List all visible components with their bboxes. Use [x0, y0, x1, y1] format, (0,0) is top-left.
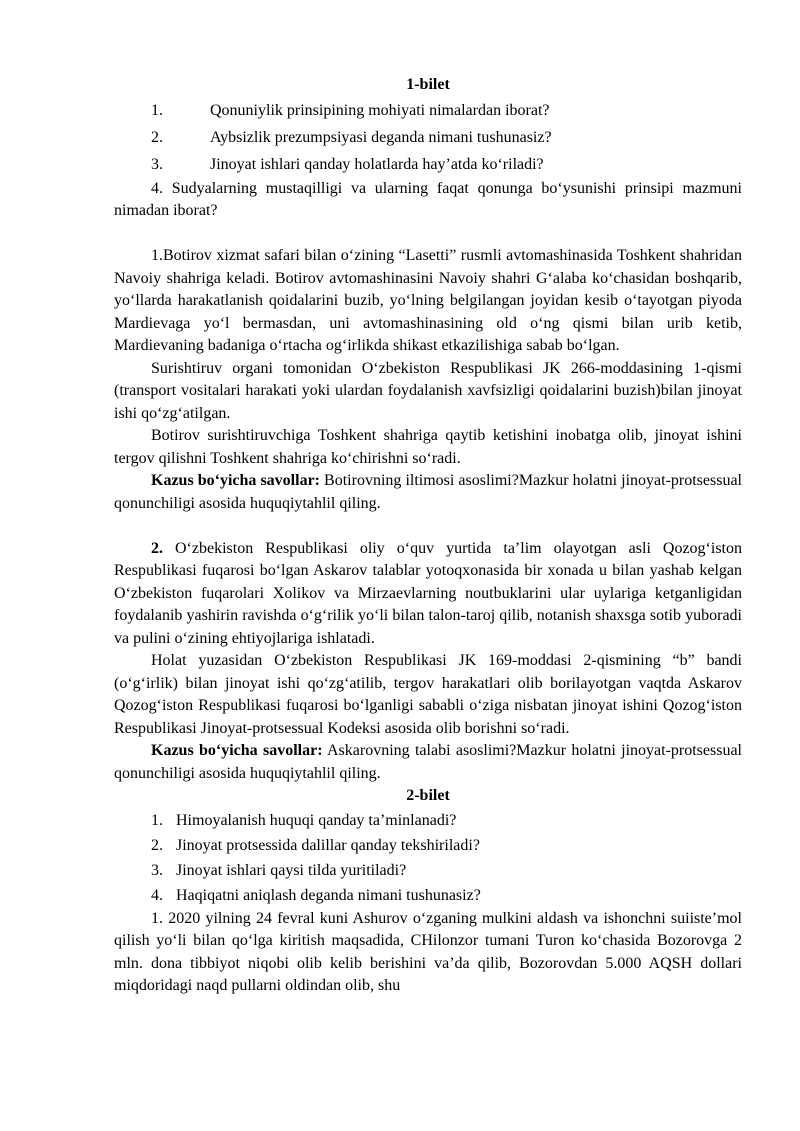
question-text: Haqiqatni aniqlash deganda nimani tushunasiz?	[176, 886, 481, 904]
ticket2-question	[114, 858, 742, 883]
blank-line	[114, 515, 742, 538]
ticket2-question	[114, 833, 742, 858]
question-number: 3.	[151, 861, 163, 879]
question-text: Qonuniylik prinsipining mohiyati nimalardan iborat?	[210, 101, 550, 119]
case-questions-text: Botirovning iltimosi asoslimi?Mazkur holatni jinoyat-protsessual qonunchiligi asosida huquqiytahlil qiling.	[114, 472, 743, 512]
case-questions-label: Kazus bo‘yicha savollar:	[151, 742, 323, 759]
ticket1-title: 1-bilet	[406, 76, 450, 93]
question-number: 3.	[151, 155, 163, 173]
ticket1-question	[114, 97, 742, 124]
case1-paragraph-1: 1.Botirov xizmat safari bilan o‘zining “Lasetti” rusmli avtomashinasida Toshkent shahridan Navoiy shahriga keladi. Botirov avtomashinasini Navoiy shahri G‘alaba ko‘chasidan boshqarib, yo‘llarda harakatlanish qoidalarini buzib, yo‘lning belgilangan joyidan kesib o‘tayotgan piyoda Mardievaga yo‘l bermasdan, uni avtomashinasining old o‘ng qismi bilan urib ketib, Mardievaning badaniga o‘rtacha og‘irlikda shikast etkazilishiga sabab bo‘lgan.	[114, 247, 742, 354]
question-text: Jinoyat protsessida dalillar qanday tekshiriladi?	[176, 836, 480, 854]
question-text: Jinoyat ishlari qanday holatlarda hay’atda ko‘riladi?	[210, 155, 544, 173]
question-number: 2.	[151, 128, 163, 146]
case1-questions	[114, 470, 742, 515]
question-number: 4.	[151, 886, 163, 904]
question-number: 1.	[151, 101, 163, 119]
case2-number: 2.	[151, 539, 163, 557]
ticket1-question-list	[114, 97, 742, 178]
question-text: Jinoyat ishlari qaysi tilda yuritiladi?	[176, 861, 407, 879]
case1-paragraph-3: Botirov surishtiruvchiga Toshkent shahriga qaytib ketishini inobatga olib, jinoyat ishini tergov qilishni Toshkent shahriga ko‘chirishni so‘radi.	[114, 427, 742, 467]
blank-line	[114, 223, 742, 246]
case-questions-text: Askarovning talabi asoslimi?Mazkur holatni jinoyat-protsessual qonunchiligi asosida huquqiytahlil qiling.	[114, 742, 742, 782]
case-questions-label: Kazus bo‘yicha savollar:	[151, 472, 320, 489]
question-text: Himoyalanish huquqi qanday ta’minlanadi?	[176, 811, 457, 829]
case1-paragraph-2: Surishtiruv organi tomonidan O‘zbekiston Respublikasi JK 266-moddasining 1-qismi (transport vositalari harakati yoki ulardan foydalanish xavfsizligi qoidalarini buzish)bilan jinoyat ishi qo‘zg‘atilgan.	[114, 359, 742, 422]
ticket2-case1-paragraph-1: 1. 2020 yilning 24 fevral kuni Ashurov o‘zganing mulkini aldash va ishonchni suiiste’mol qilish yo‘li bilan qo‘lga kiritish maqsadida, CHilonzor tumani Turon ko‘chasida Bozorovga 2 mln. dona tibbiyot niqobi olib kelib berishini va’da qilib, Bozorovdan 5.000 AQSH dollari miqdoridagi naqd pullarni oldindan olib, shu	[114, 909, 742, 994]
ticket2-question	[114, 883, 742, 908]
document-page	[114, 74, 742, 998]
question-number: 1.	[151, 811, 163, 829]
case2-paragraph-1	[114, 538, 742, 651]
question-text: Aybsizlik prezumpsiyasi deganda nimani tushunasiz?	[210, 128, 552, 146]
question-number: 2.	[151, 836, 163, 854]
ticket2-question-list	[114, 808, 742, 908]
ticket2-title: 2-bilet	[406, 787, 450, 804]
case2-paragraph-2: Holat yuzasidan O‘zbekiston Respublikasi JK 169-moddasi 2-qismining “b” bandi (o‘g‘irlik) bilan jinoyat ishi qo‘zg‘atilib, tergov harakatlari olib borilayotgan vaqtda Askarov Qozog‘iston Respublikasi fuqarosi bo‘lganligi sababli o‘ziga nisbatan jinoyat ishini Qozog‘iston Respublikasi Jinoyat-protsessual Kodeksi asosida olib borishni so‘radi.	[114, 652, 742, 737]
ticket1-question	[114, 124, 742, 151]
case2-questions	[114, 740, 742, 785]
ticket1-question-4: 4. Sudyalarning mustaqilligi va ularning faqat qonunga bo‘ysunishi prinsipi mazmuni nimadan iborat?	[114, 179, 742, 219]
case2-text: O‘zbekiston Respublikasi oliy o‘quv yurtida ta’lim olayotgan asli Qozog‘iston Respublikasi fuqarosi bo‘lgan Askarov talablar yotoqxonasida bir xonada u bilan yashab kelgan O‘zbekiston fuqarolari Xolikov va Mirzaevlarning noutbuklarini ular uylariga ketganligidan foydalanib yashirin ravishda o‘g‘rilik yo‘li bilan talon-taroj qilib, notanish shaxsga sotib yuboradi va pulini o‘zining ehtiyojlariga ishlatadi.	[114, 539, 742, 647]
ticket1-question	[114, 151, 742, 178]
ticket2-question	[114, 808, 742, 833]
